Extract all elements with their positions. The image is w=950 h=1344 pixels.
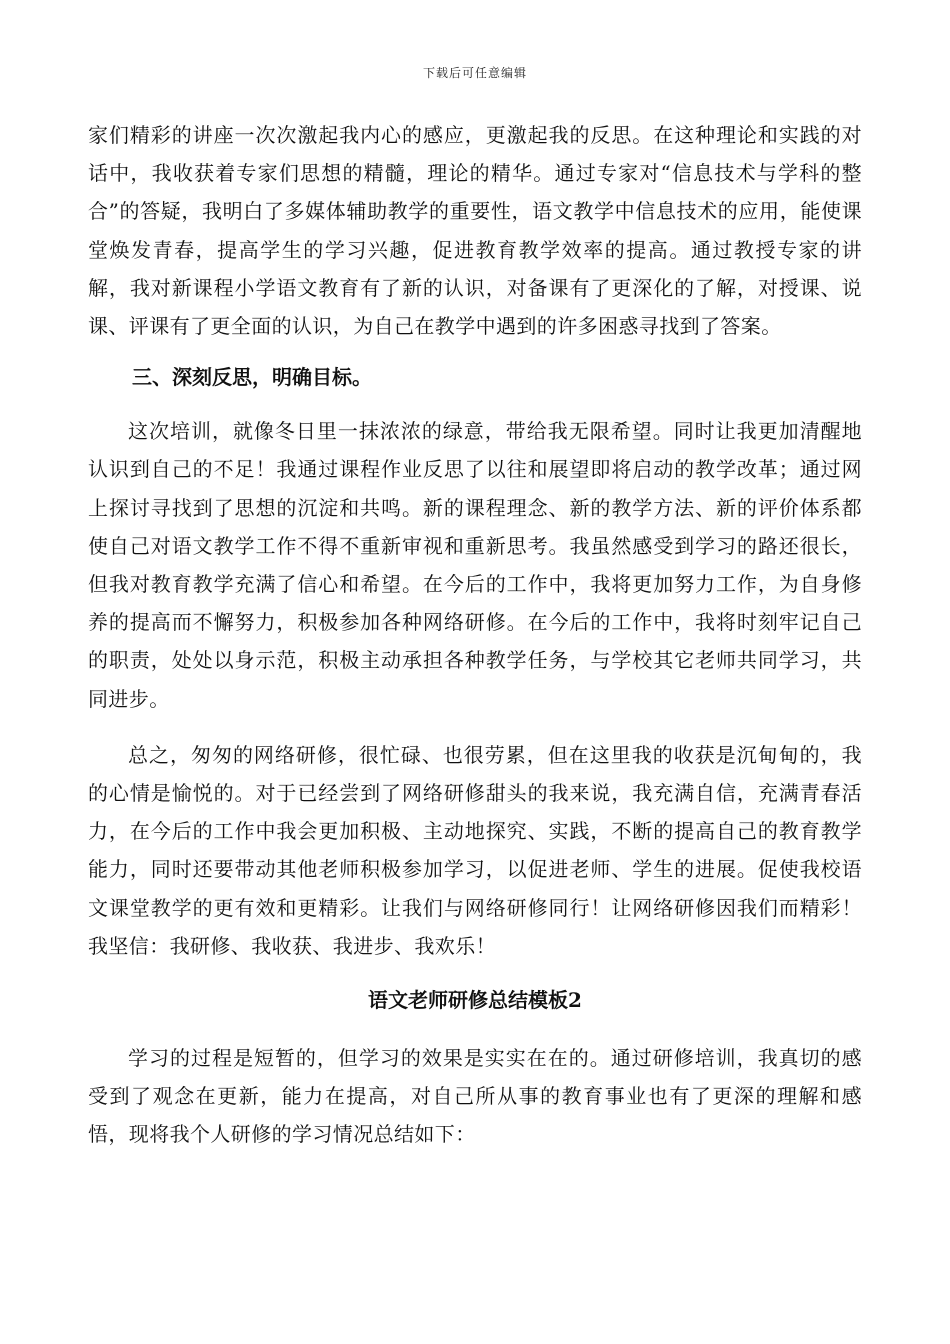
page-header: 下载后可任意编辑: [422, 66, 527, 80]
document-title-template-2: 语文老师研修总结模板2: [368, 988, 582, 1013]
paragraph-lecture-reflection: 家们精彩的讲座一次次激起我内心的感应，更激起我的反思。在这种理论和实践的对话中，我收获着专家们思想的精髓，理论的精华。通过专家对“信息技术与学科的整合”的答疑，我明白了多媒体辅助教学的重要性，语文教学中信息技术的应用，能使课堂焕发青春，提高学生的学习兴趣，促进教育教学效率的提高。通过教授专家的讲解，我对新课程小学语文教育有了新的认识，对备课有了更深化的了解，对授课、说课、评课有了更全面的认识，为自己在教学中遇到的许多困惑寻找到了答案。: [88, 123, 862, 339]
document-body: [88, 116, 862, 1154]
paragraph-conclusion: 总之，匆匆的网络研修，很忙碌、也很劳累，但在这里我的收获是沉甸甸的，我的心情是愉悦的。对于已经尝到了网络研修甜头的我来说，我充满自信，充满青春活力，在今后的工作中我会更加积极、主动地探究、实践，不断的提高自己的教育教学能力，同时还要带动其他老师积极参加学习，以促进老师、学生的进展。促使我校语文课堂教学的更有效和更精彩。让我们与网络研修同行！让网络研修因我们而精彩！我坚信：我研修、我收获、我进步、我欢乐！: [88, 742, 862, 958]
section-heading-reflection: 三、深刻反思，明确目标。: [132, 365, 372, 390]
paragraph-training-hope: 这次培训，就像冬日里一抹浓浓的绿意，带给我无限希望。同时让我更加清醒地认识到自己的不足！我通过课程作业反思了以往和展望即将启动的教学改革；通过网上探讨寻找到了思想的沉淀和共鸣。新的课程理念、新的教学方法、新的评价体系都使自己对语文教学工作不得不重新审视和重新思考。我虽然感受到学习的路还很长，但我对教育教学充满了信心和希望。在今后的工作中，我将更加努力工作，为自身修养的提高而不懈努力，积极参加各种网络研修。在今后的工作中，我将时刻牢记自己的职责，处处以身示范，积极主动承担各种教学任务，与学校其它老师共同学习，共同进步。: [88, 419, 862, 711]
paragraph-learning-process: 学习的过程是短暂的，但学习的效果是实实在在的。通过研修培训，我真切的感受到了观念在更新，能力在提高，对自己所从事的教育事业也有了更深的理解和感悟，现将我个人研修的学习情况总结如下：: [88, 1046, 862, 1147]
